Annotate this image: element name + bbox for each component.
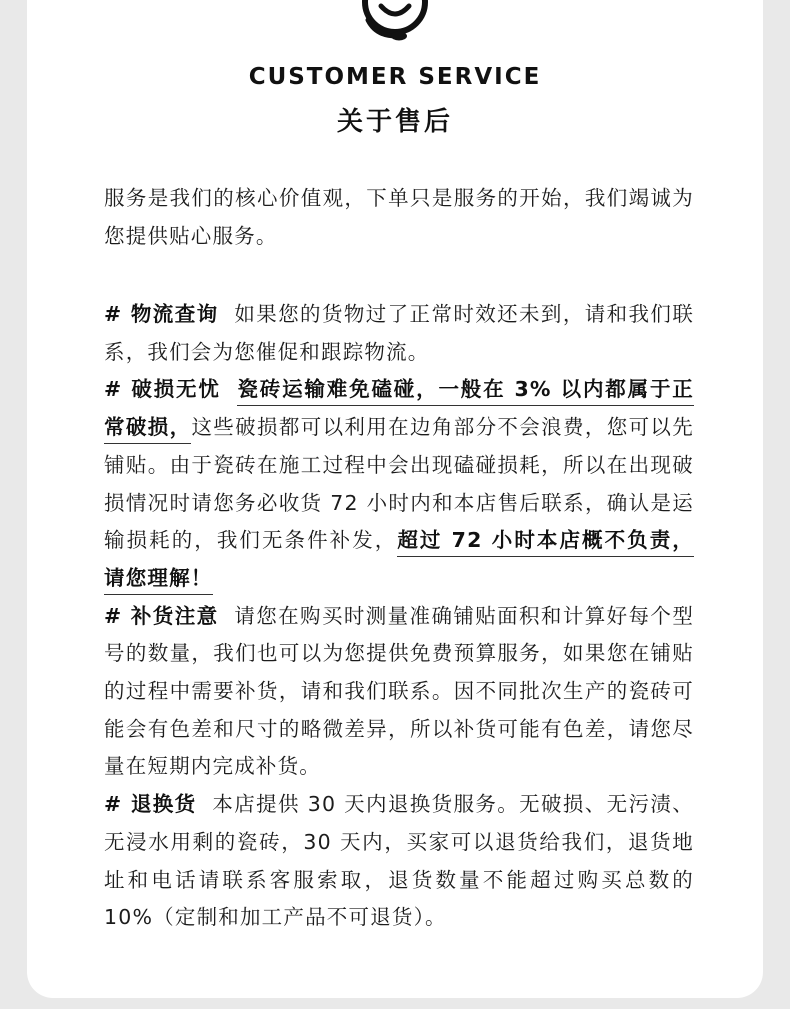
intro-paragraph: 服务是我们的核心价值观，下单只是服务的开始，我们竭诚为您提供贴心服务。 xyxy=(104,186,694,248)
title-chinese: 关于售后 xyxy=(336,107,453,137)
section-emphasis-breakage: 瓷砖运输难免磕碰，一般在 3% 以内都属于正常破损， xyxy=(104,377,694,444)
section-emphasis-end-breakage: 超过 72 小时本店概不负责，请您理解！ xyxy=(104,528,694,595)
section-text-breakage: 这些破损都可以利用在边角部分不会浪费，您可以先铺贴。由于瓷砖在施工过程中会出现磕碰损耗，所以在出现破损情况时请您务必收货 72 小时内和本店售后联系，确认是运输损耗的，我们无条件补发， xyxy=(104,415,694,553)
section-restock xyxy=(104,598,694,787)
title-english: CUSTOMER SERVICE xyxy=(248,64,542,90)
headset-smile-icon xyxy=(352,0,438,54)
section-text-returns: 本店提供 30 天内退换货服务。无破损、无污渍、无浸水用剩的瓷砖，30 天内，买家可以退货给我们，退货地址和电话请联系客服索取，退货数量不能超过购买总数的 10%（定制和加工产品不可退货）。 xyxy=(104,792,694,930)
service-sections xyxy=(104,296,694,937)
section-heading-restock: # 补货注意 xyxy=(104,603,219,628)
section-returns xyxy=(104,786,694,937)
section-text-logistics: 如果您的货物过了正常时效还未到，请和我们联系，我们会为您催促和跟踪物流。 xyxy=(104,302,695,364)
section-heading-returns: # 退换货 xyxy=(104,792,197,817)
section-breakage xyxy=(104,371,694,597)
section-heading-breakage: # 破损无忧 xyxy=(104,377,221,402)
section-heading-logistics: # 物流查询 xyxy=(104,302,219,326)
section-logistics xyxy=(104,296,694,371)
section-text-restock: 请您在购买时测量准确铺贴面积和计算好每个型号的数量，我们也可以为您提供免费预算服务，如果您在铺贴的过程中需要补货，请和我们联系。因不同批次生产的瓷砖可能会有色差和尺寸的略微差异，所以补货可能有色差，请您尽量在短期内完成补货。 xyxy=(104,603,695,779)
